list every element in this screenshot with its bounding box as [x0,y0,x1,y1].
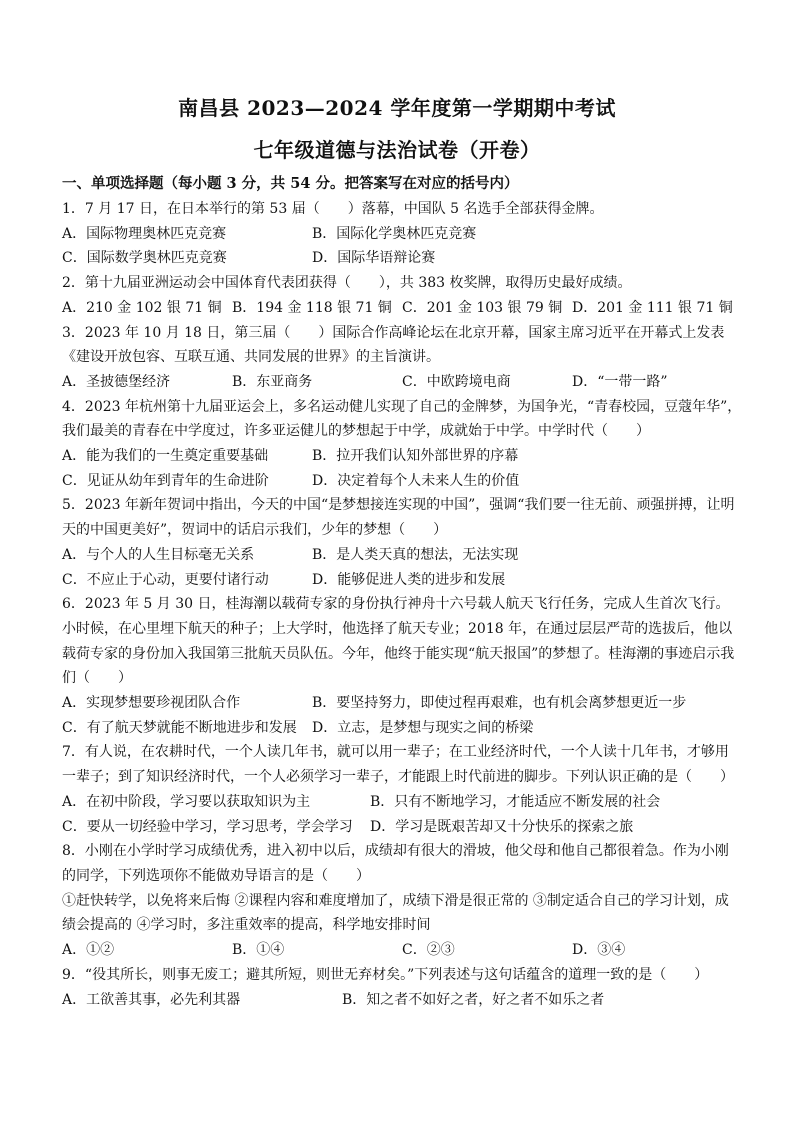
option-d[interactable]: D．“一带一路” [572,373,668,390]
option-group [62,543,742,592]
option-a[interactable]: A．能为我们的一生奠定重要基础 [62,448,269,465]
exam-title: 南昌县 2023—2024 学年度第一学期期中考试 [178,96,616,120]
question-1 [62,197,742,271]
option-d[interactable]: D．国际华语辩论赛 [312,250,436,267]
option-c[interactable]: C．中欧跨境电商 [402,373,511,390]
question-3 [62,321,742,395]
option-b[interactable]: B．①④ [232,942,285,959]
option-a[interactable]: A．①② [62,942,115,959]
option-d[interactable]: D．③④ [572,942,626,959]
option-b[interactable]: B．是人类天真的想法，无法实现 [312,546,519,563]
question-stem: 3．2023 年 10 月 18 日，第三届（ ）国际合作高峰论坛在北京开幕，国家主席习近平在开幕式上发表《建设开放包容、互联互通、共同发展的世界》的主旨演讲。 [62,324,725,366]
option-b[interactable]: B．只有不断地学习，才能适应不断发展的社会 [370,793,661,810]
option-a[interactable]: A．工欲善其事，必先利其器 [62,991,241,1008]
option-a[interactable]: A．210 金 102 银 71 铜 [62,299,222,316]
option-c[interactable]: C．不应止于心动，更要付诸行动 [62,571,269,588]
option-group [62,444,742,493]
option-group [62,370,742,395]
option-a[interactable]: A．国际物理奥林匹克竞赛 [62,225,227,242]
option-group [62,790,742,839]
option-group [62,938,742,963]
question-8 [62,839,742,963]
option-a[interactable]: A．圣披德堡经济 [62,373,171,390]
option-b[interactable]: B．知之者不如好之者，好之者不如乐之者 [342,991,605,1008]
section-heading: 一、单项选择题（每小题 3 分，共 54 分。把答案写在对应的括号内） [62,175,519,192]
option-group [62,988,742,1013]
question-stem: 5．2023 年新年贺词中指出，今天的中国“是梦想接连实现的中国”，强调“我们要一往无前、顽强拼搏，让明天的中国更美好”，贺词中的话启示我们，少年的梦想（ ） [62,497,735,539]
question-list [62,197,742,1012]
option-a[interactable]: A．在初中阶段，学习要以获取知识为主 [62,793,311,810]
option-d[interactable]: D．决定着每个人未来人生的价值 [312,472,520,489]
option-a[interactable]: A．实现梦想要珍视团队合作 [62,695,241,712]
option-c[interactable]: C．国际数学奥林匹克竞赛 [62,250,227,267]
question-4 [62,395,742,494]
option-c[interactable]: C．201 金 103 银 79 铜 [402,299,563,316]
option-d[interactable]: D．201 金 111 银 71 铜 [572,299,733,316]
option-b[interactable]: B．要坚持努力，即使过程再艰难，也有机会离梦想更近一步 [312,695,687,712]
option-c[interactable]: C．有了航天梦就能不断地进步和发展 [62,719,297,736]
question-2 [62,271,742,320]
option-d[interactable]: D．学习是既艰苦却又十分快乐的探索之旅 [370,818,634,835]
option-b[interactable]: B．194 金 118 银 71 铜 [232,299,392,316]
option-b[interactable]: B．国际化学奥林匹克竞赛 [312,225,477,242]
option-c[interactable]: C．②③ [402,942,455,959]
question-stem: 2．第十九届亚洲运动会中国体育代表团获得（ ），共 383 枚奖牌，取得历史最好成绩。 [62,275,632,292]
option-d[interactable]: D．立志，是梦想与现实之间的桥梁 [312,719,534,736]
question-stem: 1．7 月 17 日，在日本举行的第 53 届（ ）落幕，中国队 5 名选手全部获得金牌。 [62,201,604,217]
option-c[interactable]: C．见证从幼年到青年的生命进阶 [62,472,269,489]
option-c[interactable]: C．要从一切经验中学习，学习思考，学会学习 [62,818,353,835]
option-b[interactable]: B．东亚商务 [232,373,313,390]
question-stem: 9．“役其所长，则事无废工；避其所短，则世无弃材矣。”下列表述与这句话蕴含的道理一致的是（ ） [62,966,709,983]
question-9 [62,963,742,1012]
question-stem: 7．有人说，在农耕时代，一个人读几年书，就可以用一辈子；在工业经济时代，一个人读十几年书，才够用一辈子；到了知识经济时代，一个人必须学习一辈子，才能跟上时代前进的脚步。下列认识正确的是（ ） [62,744,734,786]
option-b[interactable]: B．拉开我们认知外部世界的序幕 [312,448,519,465]
option-a[interactable]: A．与个人的人生目标毫无关系 [62,546,255,563]
question-6 [62,592,742,740]
question-stem: 4．2023 年杭州第十九届亚运会上，多名运动健儿实现了自己的金牌梦，为国争光，“青春校园，豆蔻年华”，我们最美的青春在中学度过，许多亚运健儿的梦想起于中学，成就始于中学。中学时代（ ） [62,398,742,440]
question-statements: ①赶快转学，以免将来后悔 ②课程内容和难度增加了，成绩下滑是很正常的 ③制定适合自己的学习计划，成绩会提高的 ④学习时，多注重效率的提高，科学地安排时间 [62,892,729,934]
question-stem: 8．小刚在小学时学习成绩优秀，进入初中以后，成绩却有很大的滑坡，他父母和他自己都很着急。作为小刚的同学，下列选项你不能做劝导语言的是（ ） [62,843,729,884]
option-group [62,691,742,740]
exam-subtitle: 七年级道德与法治试卷（开卷） [253,138,541,162]
question-5 [62,493,742,592]
option-group [62,222,742,271]
question-stem: 6．2023 年 5 月 30 日，桂海潮以载荷专家的身份执行神舟十六号载人航天飞行任务，完成人生首次飞行。小时候，在心里埋下航天的种子；上大学时，他选择了航天专业；2018 年，在通过层层严苛的选拔后，他以载荷专家的身份加入我国第三批航天员队伍。今年，他终于能实现“航天报国”的梦想了。桂海潮的事迹启示我们（ ） [62,596,735,687]
question-7 [62,740,742,839]
option-d[interactable]: D．能够促进人类的进步和发展 [312,571,506,588]
option-group [62,296,742,321]
